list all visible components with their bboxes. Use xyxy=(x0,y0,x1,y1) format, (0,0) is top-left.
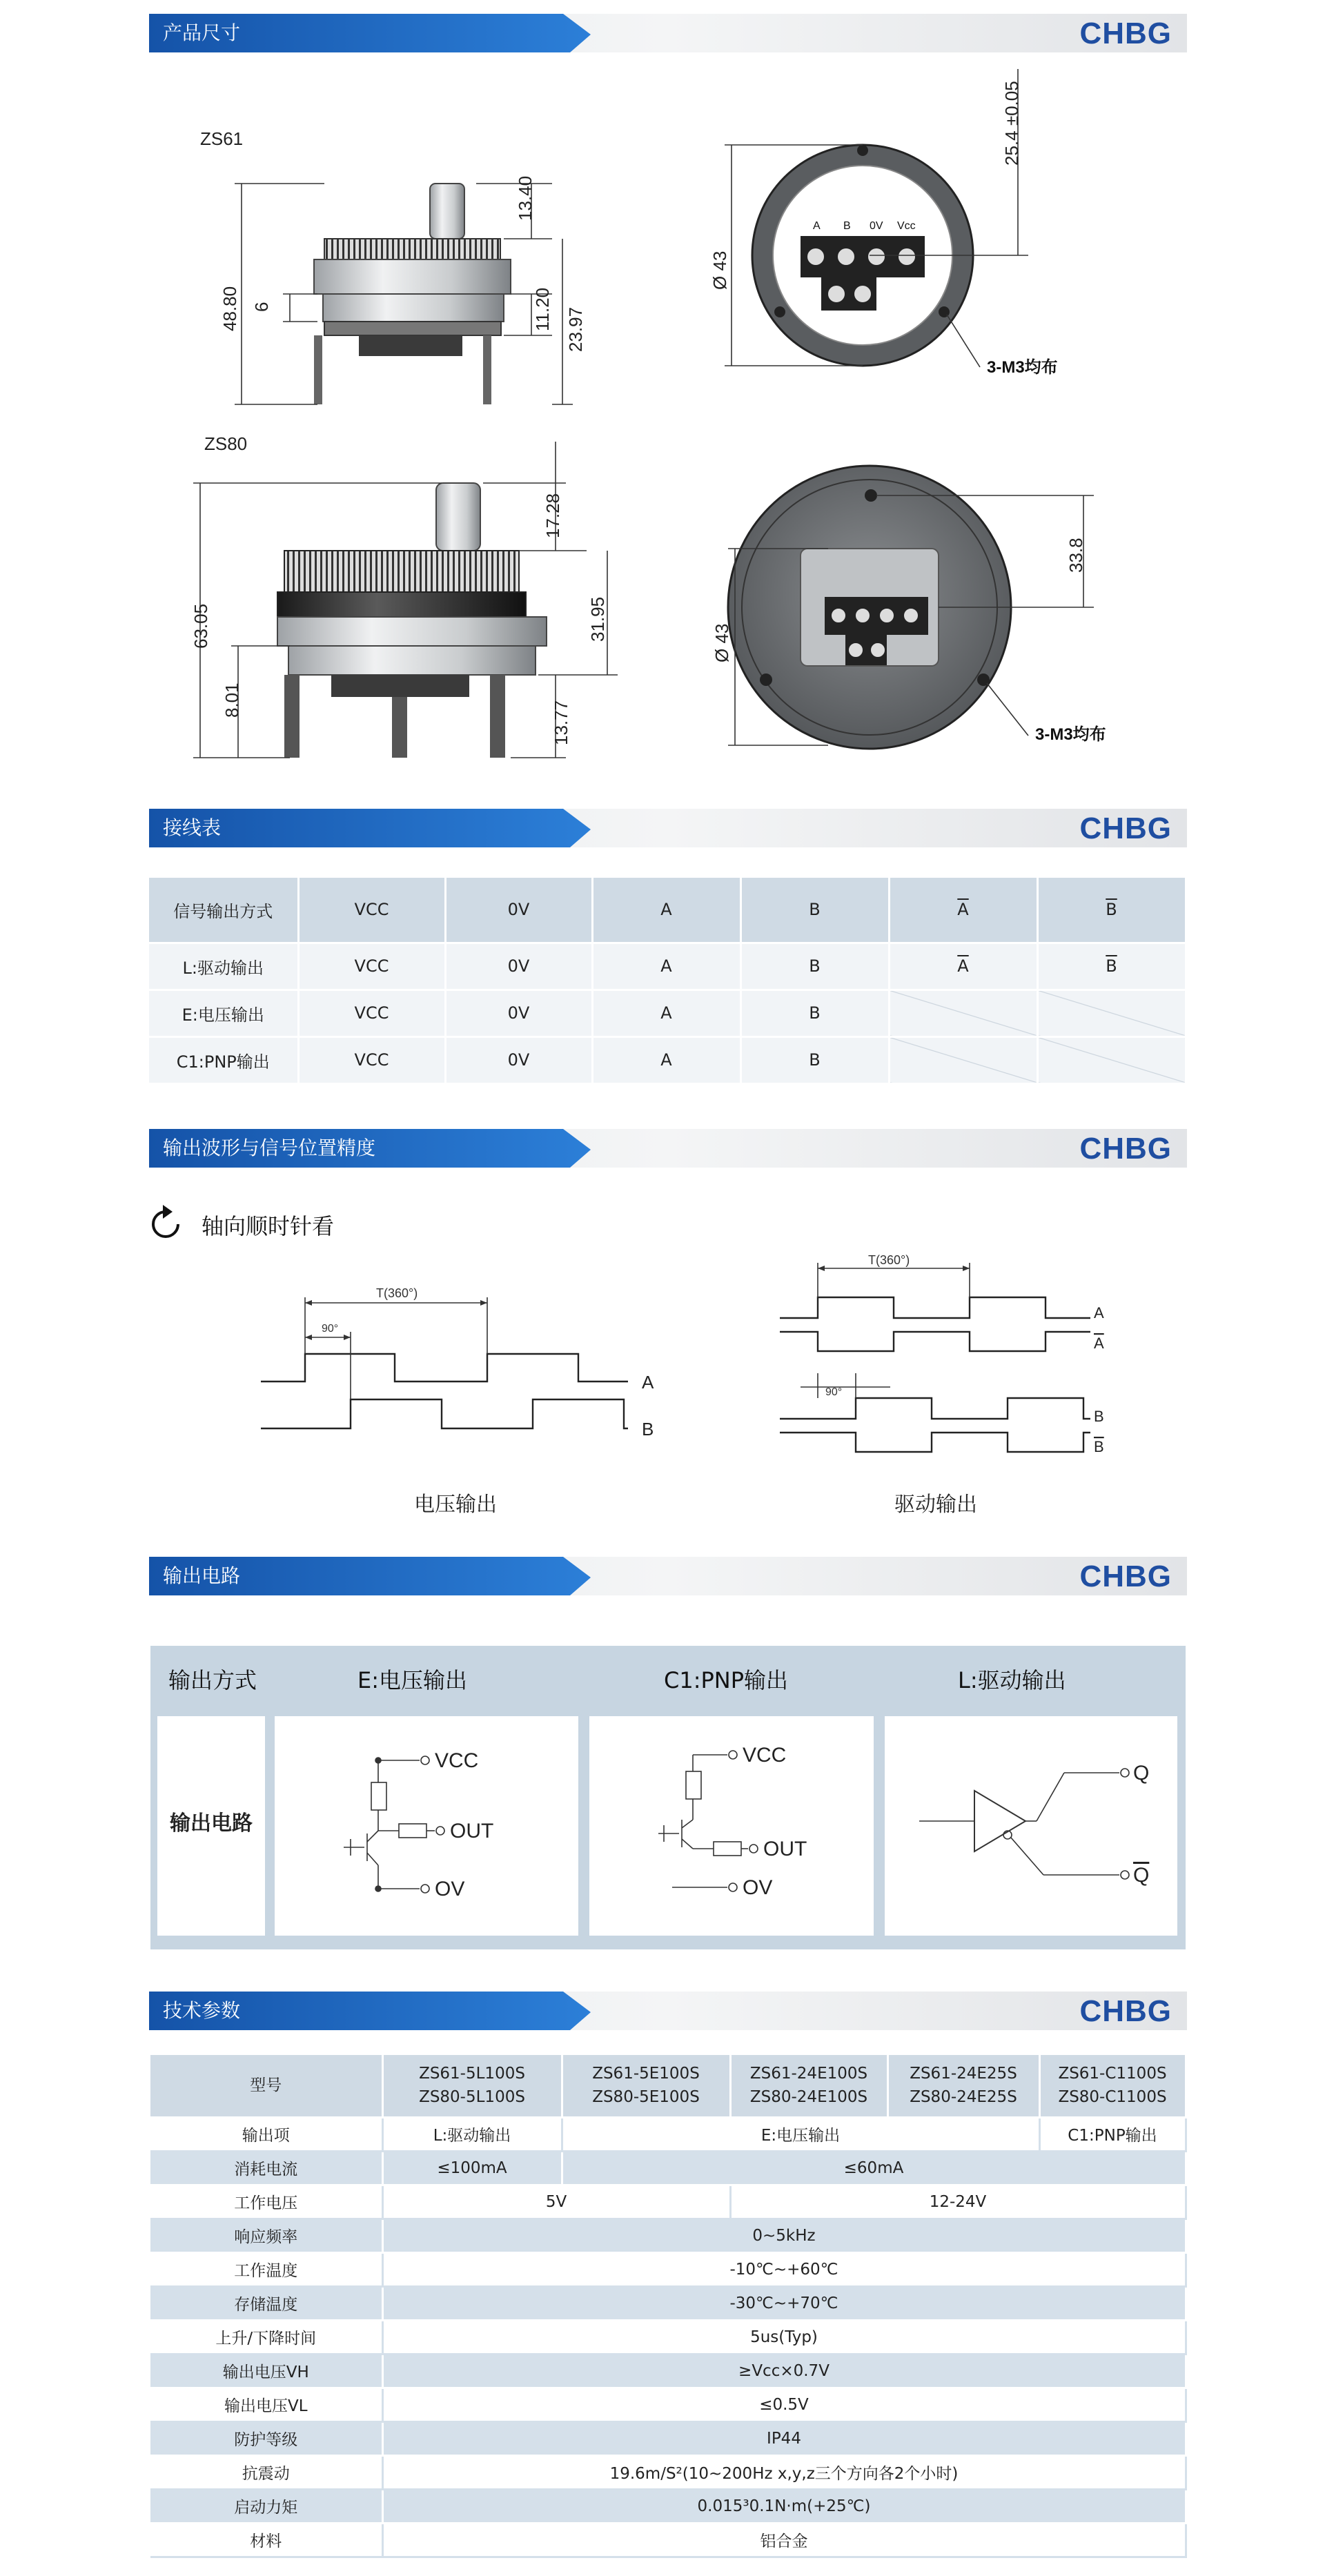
spec-row xyxy=(150,2185,1186,2219)
spec-row xyxy=(150,2354,1186,2388)
model-name: ZS61-5E100S xyxy=(592,2065,700,2083)
terminal-label-vcc: Vcc xyxy=(897,220,916,232)
model-cell xyxy=(1039,2055,1186,2117)
table-row xyxy=(149,990,1186,1036)
spec-label: 响应频率 xyxy=(150,2219,382,2252)
table-cell: C1:PNP输出 xyxy=(149,1036,298,1083)
section-header-wiring xyxy=(149,809,1187,847)
brand-logo: CHBG xyxy=(1079,1560,1172,1593)
spec-row xyxy=(150,2219,1186,2252)
section-header-specs xyxy=(149,1992,1187,2030)
spec-label: 工作温度 xyxy=(150,2252,382,2286)
brand-logo: CHBG xyxy=(1079,17,1172,50)
model-name: ZS61-5L100S xyxy=(419,2065,525,2083)
drive-circuit-box xyxy=(885,1716,1177,1936)
voltage-caption: 电压输出 xyxy=(414,1493,497,1517)
zs80-knob-height: 17.28 xyxy=(542,493,563,538)
circuit-label: 输出电路 xyxy=(170,1811,253,1836)
zs80-mount-offset: 33.8 xyxy=(1066,538,1086,573)
voltage-phase-label: 90° xyxy=(322,1323,339,1335)
drive-channel-a: A xyxy=(1094,1304,1104,1321)
header-bar-graphic xyxy=(149,1992,1187,2030)
zs61-height-total: 48.80 xyxy=(219,286,240,331)
zs61-base-height: 6 xyxy=(251,302,272,312)
direction-label: 轴向顺时针看 xyxy=(202,1213,335,1239)
spec-value: -30℃~+70℃ xyxy=(382,2286,1186,2320)
spec-row xyxy=(150,2286,1186,2320)
voltage-vcc-label: VCC xyxy=(435,1749,479,1772)
waveform-diagrams xyxy=(0,1194,1325,1525)
zs80-holes: 3-M3均布 xyxy=(1035,725,1106,744)
drive-q-label: Q xyxy=(1133,1762,1150,1784)
drive-channel-b-inverted: B xyxy=(1094,1438,1104,1455)
model-name: ZS61-24E25S xyxy=(910,2065,1017,2083)
spec-value: 0.015³0.1N·m(+25℃) xyxy=(382,2489,1186,2523)
spec-label: 输出电压VH xyxy=(150,2354,382,2388)
circuit-type-drive: L:驱动输出 xyxy=(958,1667,1066,1693)
zs80-base-height: 8.01 xyxy=(222,682,242,718)
header-cell: VCC xyxy=(298,878,445,943)
spec-value: 铝合金 xyxy=(382,2523,1186,2557)
zs61-holes: 3-M3均布 xyxy=(987,358,1058,377)
spec-label: 材料 xyxy=(150,2523,382,2557)
spec-row xyxy=(150,2320,1186,2354)
table-cell: A xyxy=(592,990,740,1036)
model-name: ZS80-5E100S xyxy=(592,2088,700,2107)
voltage-period-label: T(360°) xyxy=(376,1286,418,1300)
table-row xyxy=(149,1036,1186,1083)
circuit-row-label-cell xyxy=(157,1716,265,1936)
header-bar-graphic xyxy=(149,1557,1187,1595)
table-cell: VCC xyxy=(298,943,445,990)
header-cell: A xyxy=(592,878,740,943)
empty-cell xyxy=(889,1036,1037,1083)
drive-phase-label: 90° xyxy=(825,1386,843,1398)
spec-label: 输出项 xyxy=(150,2117,382,2151)
voltage-circuit-box xyxy=(275,1716,578,1936)
spec-label: 启动力矩 xyxy=(150,2489,382,2523)
circuit-type-voltage: E:电压输出 xyxy=(357,1667,468,1693)
model-cell xyxy=(730,2055,887,2117)
pnp-out-label: OUT xyxy=(763,1838,807,1860)
spec-value: C1:PNP输出 xyxy=(1039,2117,1186,2151)
voltage-channel-a: A xyxy=(642,1372,654,1393)
drive-caption: 驱动输出 xyxy=(894,1493,977,1517)
spec-value: 5V xyxy=(382,2185,730,2219)
zs80-model-label: ZS80 xyxy=(204,433,248,454)
model-cell xyxy=(887,2055,1039,2117)
spec-row xyxy=(150,2388,1186,2421)
spec-value: IP44 xyxy=(382,2421,1186,2455)
spec-label: 防护等级 xyxy=(150,2421,382,2455)
model-name: ZS61-24E100S xyxy=(749,2065,868,2083)
empty-cell xyxy=(889,990,1037,1036)
table-cell: B xyxy=(740,1036,889,1083)
spec-value: L:驱动输出 xyxy=(382,2117,562,2151)
table-cell: E:电压输出 xyxy=(149,990,298,1036)
terminal-label-b: B xyxy=(843,220,851,232)
zs80-diameter: Ø 43 xyxy=(711,623,732,662)
drive-channel-b: B xyxy=(1094,1408,1104,1425)
spec-label: 抗震动 xyxy=(150,2455,382,2489)
spec-value: -10℃~+60℃ xyxy=(382,2252,1186,2286)
spec-table xyxy=(150,2055,1187,2558)
drive-waveform xyxy=(780,1263,1090,1452)
spec-row xyxy=(150,2489,1186,2523)
table-row xyxy=(149,943,1186,990)
spec-value: 0~5kHz xyxy=(382,2219,1186,2252)
terminal-label-0v: 0V xyxy=(870,220,883,232)
table-cell: B xyxy=(740,990,889,1036)
wiring-table xyxy=(149,878,1187,1085)
pnp-circuit-box xyxy=(589,1716,874,1936)
spec-row xyxy=(150,2523,1186,2557)
spec-row xyxy=(150,2421,1186,2455)
zs80-bottom-height: 13.77 xyxy=(551,700,571,745)
voltage-waveform xyxy=(261,1297,628,1428)
drive-q-inverted-label: Q xyxy=(1133,1864,1150,1887)
zs61-mid-height: 11.20 xyxy=(532,287,553,331)
table-cell: L:驱动输出 xyxy=(149,943,298,990)
header-cell: B xyxy=(740,878,889,943)
spec-value: E:电压输出 xyxy=(562,2117,1039,2151)
table-cell: 0V xyxy=(445,990,592,1036)
spec-value: ≤0.5V xyxy=(382,2388,1186,2421)
model-name: ZS80-C1100S xyxy=(1058,2088,1167,2107)
table-cell: VCC xyxy=(298,1036,445,1083)
drive-channel-a-inverted: A xyxy=(1094,1335,1104,1352)
section-header-circuit xyxy=(149,1557,1187,1595)
header-cell: $\overline{A}$ xyxy=(889,878,1037,943)
voltage-circuit-schematic xyxy=(275,1716,578,1936)
table-cell: 0V xyxy=(445,1036,592,1083)
spec-value: 19.6m/S²(10~200Hz x,y,z三个方向各2个小时) xyxy=(382,2455,1186,2489)
zs80-side-view xyxy=(277,483,547,758)
header-bar-graphic xyxy=(149,809,1187,847)
section-title: 输出波形与信号位置精度 xyxy=(163,1137,376,1159)
model-cell xyxy=(562,2055,730,2117)
table-cell: VCC xyxy=(298,990,445,1036)
table-cell: $\overline{A}$ xyxy=(889,943,1037,990)
empty-cell xyxy=(1037,1036,1186,1083)
table-cell: $\overline{B}$ xyxy=(1037,943,1186,990)
voltage-out-label: OUT xyxy=(450,1820,494,1842)
method-label: 输出方式 xyxy=(168,1667,257,1693)
section-title: 技术参数 xyxy=(163,1999,241,2022)
circuit-type-pnp: C1:PNP输出 xyxy=(664,1667,789,1693)
table-cell: A xyxy=(592,943,740,990)
table-cell: 0V xyxy=(445,943,592,990)
brand-logo: CHBG xyxy=(1079,1994,1172,2028)
spec-label: 工作电压 xyxy=(150,2185,382,2219)
section-header-dimensions xyxy=(149,14,1187,52)
header-cell: 0V xyxy=(445,878,592,943)
spec-label: 消耗电流 xyxy=(150,2151,382,2185)
header-cell: 信号输出方式 xyxy=(149,878,298,943)
drive-circuit-schematic xyxy=(885,1716,1177,1936)
pnp-vcc-label: VCC xyxy=(743,1744,787,1767)
spec-label: 存储温度 xyxy=(150,2286,382,2320)
table-cell: B xyxy=(740,943,889,990)
spec-row xyxy=(150,2455,1186,2489)
spec-value: ≥Vcc×0.7V xyxy=(382,2354,1186,2388)
brand-logo: CHBG xyxy=(1079,1132,1172,1166)
zs61-mount-offset: 25.4 ±0.05 xyxy=(1001,81,1022,166)
voltage-ov-label: OV xyxy=(435,1878,465,1900)
drive-period-label: T(360°) xyxy=(868,1253,910,1267)
spec-label: 输出电压VL xyxy=(150,2388,382,2421)
header-cell: $\overline{B}$ xyxy=(1037,878,1186,943)
zs80-height-total: 63.05 xyxy=(190,603,211,649)
spec-label: 型号 xyxy=(150,2055,382,2117)
spec-value: ≤60mA xyxy=(562,2151,1186,2185)
spec-value: 12-24V xyxy=(730,2185,1186,2219)
model-name: ZS80-24E100S xyxy=(749,2088,868,2107)
section-header-waveform xyxy=(149,1129,1187,1168)
output-circuit-panel xyxy=(150,1646,1186,1949)
spec-row xyxy=(150,2252,1186,2286)
zs61-model-label: ZS61 xyxy=(200,128,244,149)
pnp-circuit-schematic xyxy=(589,1716,874,1936)
spec-model-row xyxy=(150,2055,1186,2117)
header-bar-graphic xyxy=(149,14,1187,52)
rotate-clockwise-icon xyxy=(153,1205,178,1237)
section-title: 接线表 xyxy=(163,816,222,839)
table-cell: A xyxy=(592,1036,740,1083)
zs80-side-height: 31.95 xyxy=(587,596,608,642)
table-header-row xyxy=(149,878,1186,943)
model-name: ZS80-24E25S xyxy=(910,2088,1017,2107)
zs61-side-view xyxy=(314,184,511,404)
pnp-ov-label: OV xyxy=(743,1876,773,1899)
spec-value: 5us(Typ) xyxy=(382,2320,1186,2354)
spec-row xyxy=(150,2117,1186,2151)
section-title: 产品尺寸 xyxy=(163,21,241,44)
spec-row xyxy=(150,2151,1186,2185)
model-name: ZS61-C1100S xyxy=(1058,2065,1167,2083)
dimension-drawings xyxy=(0,55,1325,787)
zs61-knob-height: 13.40 xyxy=(515,175,536,221)
empty-cell xyxy=(1037,990,1186,1036)
zs61-side-height: 23.97 xyxy=(565,306,586,352)
model-name: ZS80-5L100S xyxy=(419,2088,525,2107)
model-cell xyxy=(382,2055,562,2117)
zs61-diameter: Ø 43 xyxy=(709,250,730,290)
spec-label: 上升/下降时间 xyxy=(150,2320,382,2354)
voltage-channel-b: B xyxy=(642,1419,654,1439)
terminal-label-a: A xyxy=(813,220,821,232)
brand-logo: CHBG xyxy=(1079,812,1172,845)
spec-value: ≤100mA xyxy=(382,2151,562,2185)
section-title: 输出电路 xyxy=(163,1564,241,1587)
